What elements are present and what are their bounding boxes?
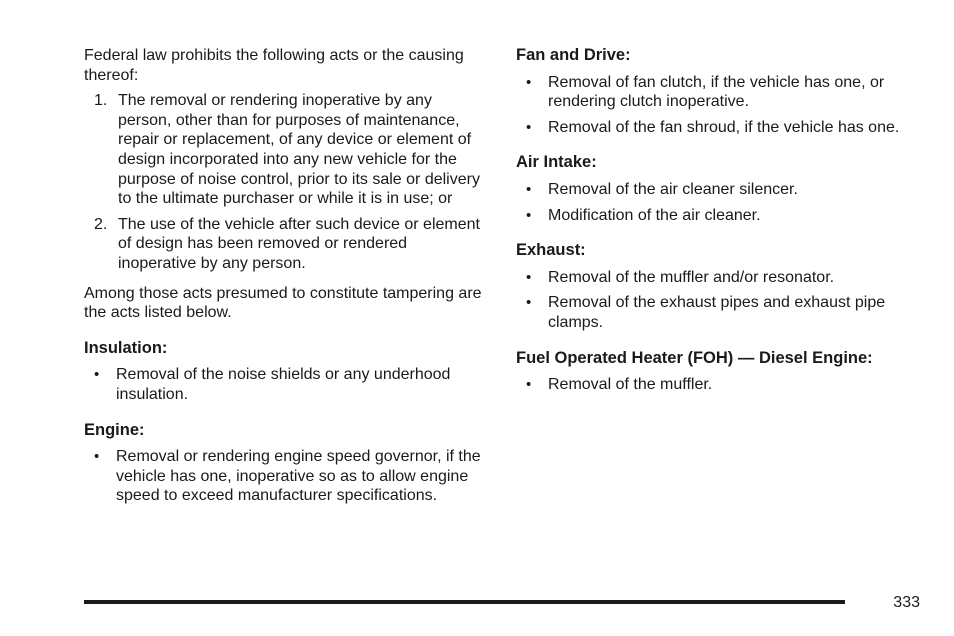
section-engine [84,421,484,506]
list-item [516,118,916,138]
bullet-list [84,447,484,506]
numbered-item [84,91,484,209]
list-item-text: Removal or rendering engine speed governor, if the vehicle has one, inoperative so as to allow engine speed to exceed manufacturer specifications. [116,448,481,505]
list-item-text: Removal of the muffler. [548,376,713,394]
bullet-icon: • [526,73,532,91]
list-item [516,73,916,112]
tampering-paragraph: Among those acts presumed to constitute tampering are the acts listed below. [84,284,482,322]
list-item-text: Removal of the muffler and/or resonator. [548,268,835,286]
list-item-text: The use of the vehicle after such device or element of design has been removed or rendered inoperative by any person. [118,215,480,272]
bullet-list [516,268,916,333]
section-fuel-operated-heater [516,349,916,395]
list-item [516,180,916,200]
bullet-icon: • [526,206,532,224]
list-item-text: Modification of the air cleaner. [548,206,761,224]
bullet-icon: • [526,376,532,394]
bullet-icon: • [94,366,100,384]
section-air-intake [516,153,916,225]
section-insulation [84,339,484,405]
list-number: 1. [94,92,108,110]
bullet-list [84,365,484,404]
section-heading: Fan and Drive: [516,46,631,64]
intro-paragraph: Federal law prohibits the following acts or the causing thereof: [84,47,464,84]
list-item [516,293,916,332]
bullet-icon: • [526,118,532,136]
section-exhaust [516,241,916,332]
bullet-list [516,180,916,225]
section-heading: Air Intake: [516,153,597,172]
list-item-text: The removal or rendering inoperative by any person, other than for purposes of maintenance, repair or replacement, of any device or element of design incorporated into any new vehicle for the purpose of noise control, prior to its sale or delivery to the ultimate purchaser or while it is in use; or [118,92,480,208]
list-item-text: Removal of the exhaust pipes and exhaust pipe clamps. [548,294,886,331]
right-column [516,46,916,395]
list-item-text: Removal of the noise shields or any underhood insulation. [116,366,451,403]
numbered-item [84,215,484,274]
bullet-icon: • [94,448,100,466]
footer-rule [84,600,845,604]
list-item [516,375,916,395]
list-item [84,365,484,404]
bullet-icon: • [526,268,532,286]
section-heading: Exhaust: [516,241,586,260]
numbered-list [84,91,484,273]
section-heading: Fuel Operated Heater (FOH) — Diesel Engine: [516,348,873,367]
bullet-list [516,375,916,395]
bullet-icon: • [526,294,532,312]
bullet-list [516,73,916,138]
page-number: 333 [893,594,920,611]
list-item [516,268,916,288]
list-item [516,206,916,226]
list-item-text: Removal of the air cleaner silencer. [548,180,798,198]
list-item [84,447,484,506]
bullet-icon: • [526,180,532,198]
list-number: 2. [94,215,108,233]
section-heading: Engine: [84,420,145,439]
list-item-text: Removal of the fan shroud, if the vehicle has one. [548,118,900,136]
list-item-text: Removal of fan clutch, if the vehicle has one, or rendering clutch inoperative. [548,73,885,111]
left-column [84,46,484,506]
section-fan-and-drive [516,46,916,137]
section-heading: Insulation: [84,338,168,357]
